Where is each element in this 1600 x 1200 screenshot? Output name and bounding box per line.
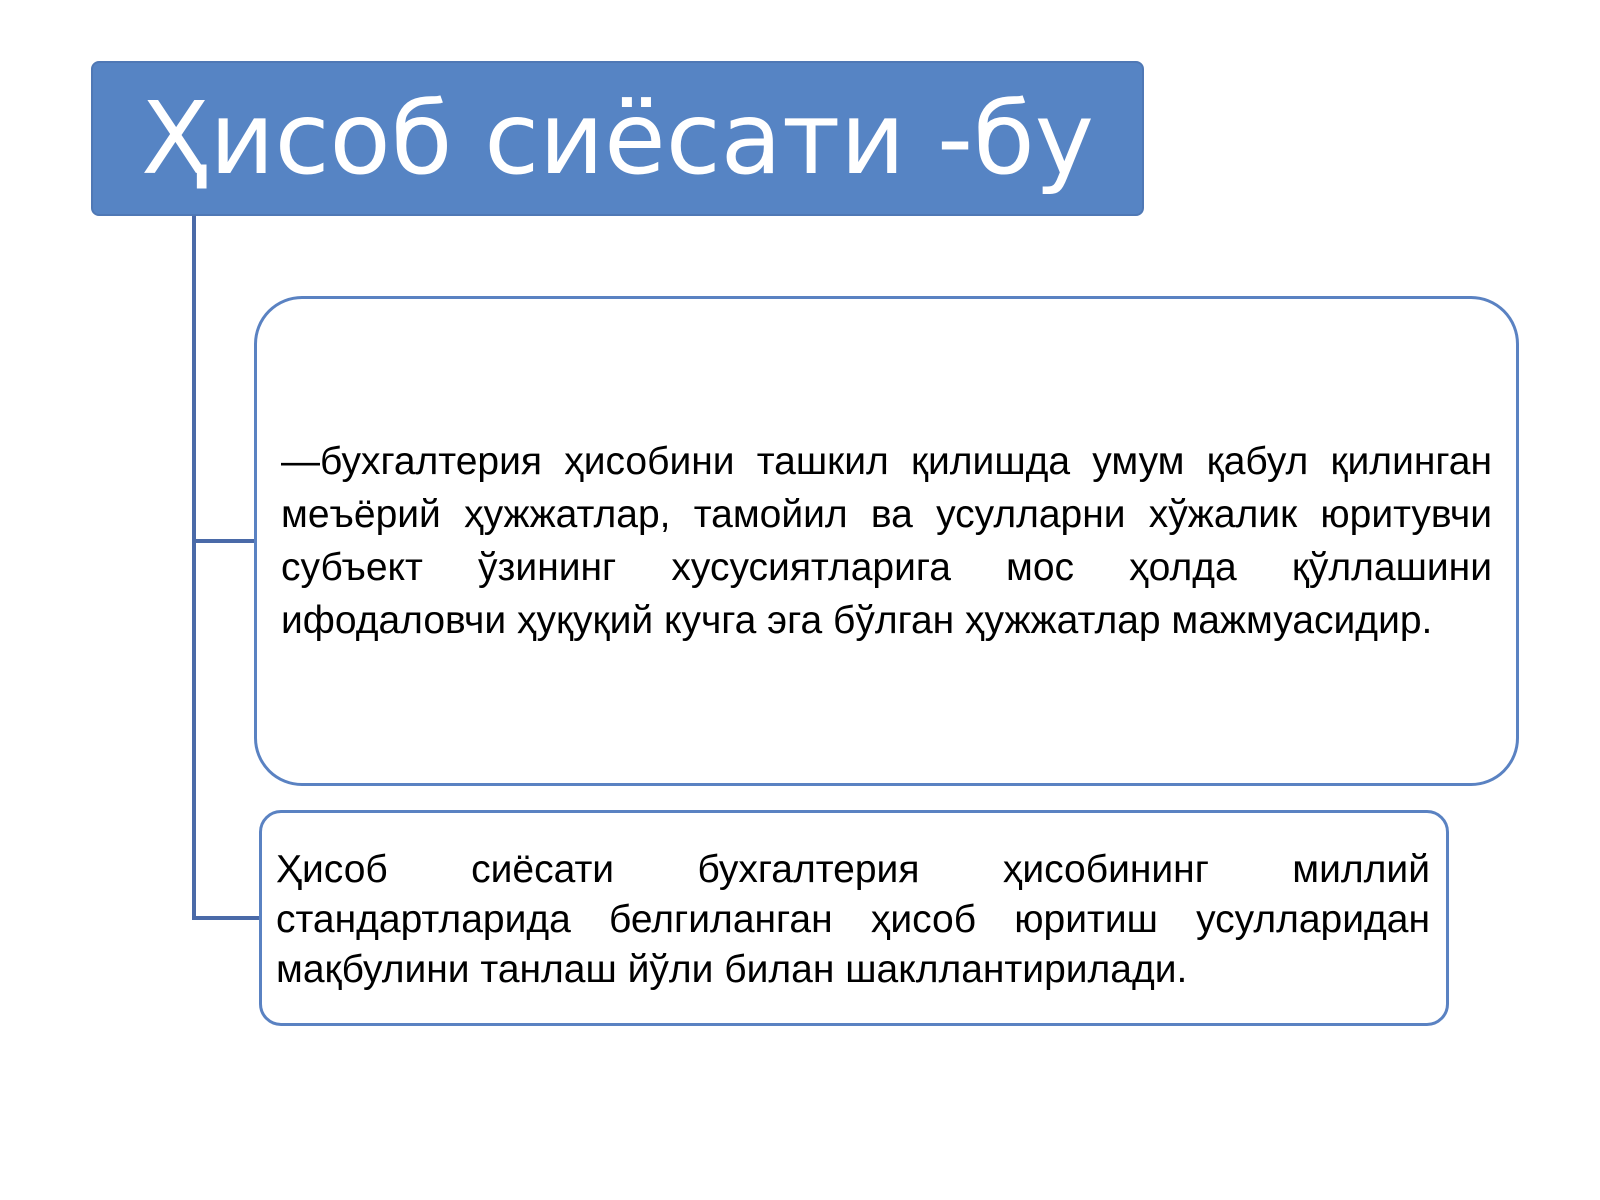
definition-text: —бухгалтерия ҳисобини ташкил қилишда умум қабул қилинган меъёрий ҳужжатлар, тамойил ва усулларни хўжалик юритувчи субъект ўзининг хусусиятларига мос ҳолда қўллашини ифодаловчи ҳуқуқий кучга эга бўлган ҳужжатлар мажмуасидир. [281,440,1492,642]
formation-text: Ҳисоб сиёсати бухгалтерия ҳисобининг миллий стандартларида белгиланган ҳисоб юритиш усулларидан мақбулини танлаш йўли билан шакллантирилади. [276,848,1430,991]
title-box [91,61,1144,216]
diagram-title: Ҳисоб сиёсати -бу [141,79,1094,197]
definition-box [254,296,1519,786]
formation-box [259,810,1449,1026]
